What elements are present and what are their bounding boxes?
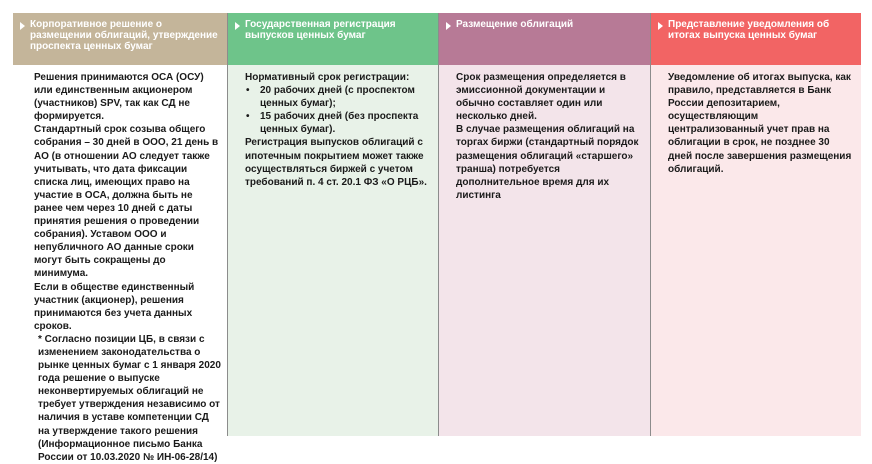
step-header [13,13,227,65]
step-title: Размещение облигаций [456,19,574,30]
step-paragraph: Стандартный срок созыва общего собрания – 30 дней в ООО, 21 день в АО (в отношении АО следует также учитывать, что дата фиксации списка лиц, имеющих право на участие в ОСА, должна быть не ранее чем через 10 дней с даты принятия решения о проведении собрания). Уставом ООО и непубличного АО данные сроки могут быть сокращены до минимума. [34,124,219,280]
step-paragraph: Уведомление об итогах выпуска, как правило, представляется в Банк России депозитарием, осуществляющим централизованный учет прав на облигации в срок, не позднее 30 дней после завершения размещения облигаций. [668,72,852,175]
step-footnote: * Согласно позиции ЦБ, в связи с изменением законодательства о рынке ценных бумаг с 1 января 2020 года решение о выпуске неконвертируемых облигаций не требует утверждения независимо от наличия в уставе компетенции СД на утверждение такого решения (Информационное письмо Банка России от 10.03.2020 № ИН-06-28/14) [38,333,221,463]
triangle-arrow-icon [20,22,25,30]
step-paragraph: Срок размещения определяется в эмиссионной документации и обычно составляет один или несколько дней. [456,72,626,123]
triangle-arrow-icon [658,22,663,30]
step-body [439,65,650,436]
step-title: Корпоративное решение о размещении облигаций, утверждение проспекта ценных бумаг [30,19,218,52]
step-header [439,13,650,65]
step-intro: Нормативный срок регистрации: [245,72,410,83]
step-header [228,13,438,65]
step-paragraph: Решения принимаются ОСА (ОСУ) или единственным акционером (участников) SPV, так как СД не формируется. [34,72,204,123]
list-item: • 15 рабочих дней (без проспекта ценных бумаг). [245,110,432,136]
step-state-registration [228,13,438,436]
column-divider [438,13,439,436]
step-title: Государственная регистрация выпусков ценных бумаг [245,19,396,41]
step-bullet-list [245,84,432,136]
step-paragraph: Если в обществе единственный участник (акционер), решения принимаются без учета данных сроков. [34,281,195,332]
column-divider [227,13,228,436]
column-divider [650,13,651,436]
step-paragraph: Регистрация выпусков облигаций с ипотечным покрытием может также осуществляться биржей с учетом требований п. 4 ст. 20.1 ФЗ «О РЦБ». [245,137,427,188]
step-results-notification [651,13,861,436]
step-body [13,65,227,463]
triangle-arrow-icon [235,22,240,30]
step-corporate-decision [13,13,227,463]
step-paragraph: В случае размещения облигаций на торгах биржи (стандартный порядок размещения облигаций «старшего» транша) потребуется дополнительное время для их листинга [456,124,639,201]
triangle-arrow-icon [446,22,451,30]
step-body [651,65,861,436]
step-bond-placement [439,13,650,436]
step-title: Представление уведомления об итогах выпуска ценных бумаг [668,19,830,41]
process-diagram [13,13,861,463]
step-header [651,13,861,65]
list-item: • 20 рабочих дней (с проспектом ценных бумаг); [245,84,432,110]
step-body [228,65,438,436]
